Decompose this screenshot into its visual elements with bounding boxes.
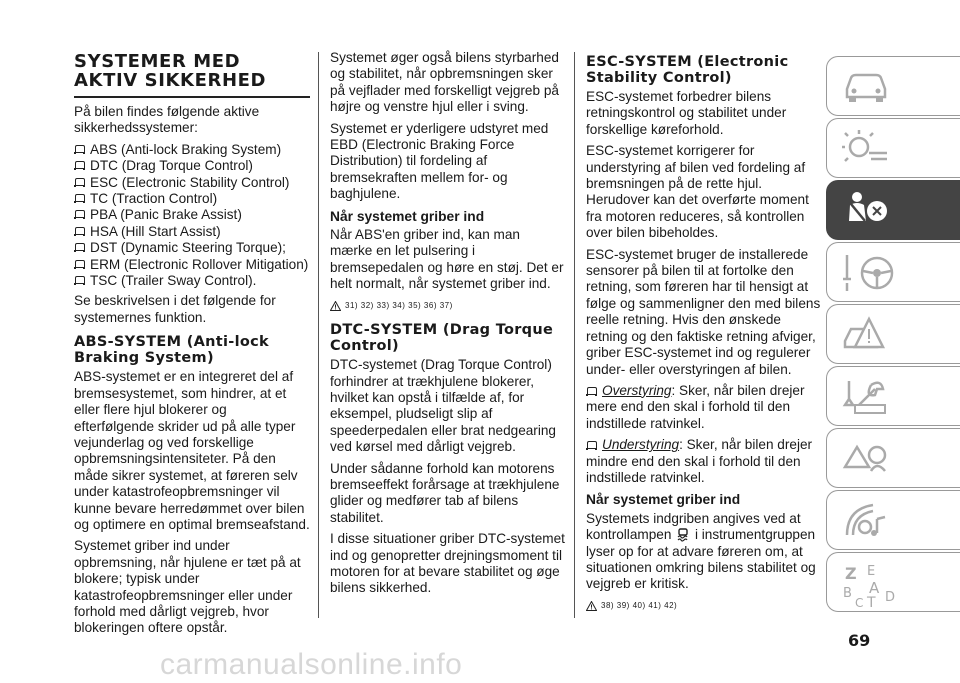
- tab-index[interactable]: [826, 552, 960, 612]
- list-item: TC (Traction Control): [74, 191, 310, 207]
- steering-wheel-icon: [841, 251, 901, 295]
- column-1: [74, 52, 310, 642]
- column-divider: [318, 52, 319, 618]
- definition-understeer: Understyring: Sker, når bilen drejer mindre end den skal i forhold til den indstillede ratvinkel.: [586, 437, 813, 485]
- index-letters-icon: [841, 561, 911, 609]
- list-item: DST (Dynamic Steering Torque);: [74, 240, 310, 256]
- column-divider: [574, 52, 575, 618]
- body-text: ABS-systemet er en integreret del af bremsesystemet, som hindrer, at et eller flere hjul blokerer og efterfølgende skrider ud på alle typer vejunderlag og ved forskellige opbremsningsintensiteter. På den måde sikrer systemet, at føreren selv under katastrofeopbremsninger vil kunne bevare herredømmet over bilen og optimere en optimal bremseafstand.: [74, 369, 310, 532]
- tab-vehicle[interactable]: [826, 56, 960, 116]
- warning-references: 31) 32) 33) 34) 35) 36) 37): [330, 298, 566, 314]
- safety-seatbelt-icon: [841, 189, 891, 233]
- page-number: 69: [848, 631, 871, 650]
- car-icon: [74, 227, 85, 236]
- tab-driving[interactable]: [826, 242, 960, 302]
- svg-text:Z: Z: [845, 564, 857, 583]
- tab-maintenance[interactable]: [826, 366, 960, 426]
- list-item: PBA (Panic Brake Assist): [74, 207, 310, 223]
- body-text: Når ABS'en griber ind, kan man mærke en let pulsering i bremsepedalen og høre en støj. Det er helt normalt, når systemet griber ind.: [330, 227, 564, 292]
- svg-text:C: C: [855, 596, 864, 609]
- car-icon: [74, 276, 85, 285]
- tab-safety[interactable]: [826, 180, 960, 240]
- light-icon: [841, 127, 891, 171]
- wrench-icon: [841, 375, 891, 419]
- watermark: carmanualsonline.info: [160, 648, 463, 681]
- car-icon: [74, 161, 85, 170]
- systems-list: [74, 142, 310, 290]
- column-2: [330, 50, 566, 602]
- body-text: ESC-systemet korrigerer for understyring af bilen ved fordeling af bremsningen på de rette hjul. Herudover kan det overførte moment fra motoren reduceres, så kontrollen over bilen bibeholdes.: [586, 143, 809, 241]
- esc-heading: ESC-SYSTEM (Electronic Stability Control): [586, 54, 789, 86]
- list-item: DTC (Drag Torque Control): [74, 158, 310, 174]
- abs-heading: ABS-SYSTEM (Anti-lock Braking System): [74, 334, 269, 367]
- column-3: [586, 52, 822, 618]
- car-icon: [74, 178, 85, 187]
- list-item: ESC (Electronic Stability Control): [74, 175, 310, 191]
- body-text: Systemets indgriben angives ved at kontrollampen i instrumentgruppen lyser op for at advare føreren om, at situationen omkring bilens stabilitet og vejgreb er kritisk.: [586, 510, 816, 592]
- body-text: DTC-systemet (Drag Torque Control) forhindrer at trækhjulene blokerer, hvilket kan opstå i tilfælde af, for eksempel, pludseligt slip af speederpedalen eller brat nedgearing ved kørsel med dårligt vejgreb.: [330, 357, 556, 455]
- section-title: SYSTEMER MED AKTIV SIKKERHED: [74, 52, 310, 98]
- body-text: Se beskrivelsen i det følgende for systemernes funktion.: [74, 293, 276, 325]
- body-text: Systemet øger også bilens styrbarhed og stabilitet, når opbremsningen sker på vejflader med forskelligt vejgreb på højre og venstre hjul eller i sving.: [330, 50, 559, 115]
- definition-oversteer: Overstyring: Sker, når bilen drejer mere end den skal i forhold til den indstillede ratvinkel.: [586, 382, 805, 431]
- technical-data-icon: [841, 437, 891, 481]
- body-text: Systemet griber ind under opbremsning, når hjulene er tæt på at blokere; typisk under katastrofeopbremsninger eller under forhold med dårligt vejgreb, hvor blokeringen oftere opstår.: [74, 538, 301, 636]
- car-icon: [74, 260, 85, 269]
- body-text: Under sådanne forhold kan motorens bremseeffekt forårsage at trækhjulene glider og medfører tab af bilens stabilitet.: [330, 460, 560, 525]
- sub-heading: Når systemet griber ind: [586, 492, 741, 508]
- warning-references: 38) 39) 40) 41) 42): [586, 598, 822, 614]
- body-text: ESC-systemet forbedrer bilens retningskontrol og stabilitet under forskellige køreforhold.: [586, 89, 787, 137]
- svg-text:D: D: [885, 590, 896, 605]
- car-icon: [586, 441, 597, 450]
- list-item: HSA (Hill Start Assist): [74, 224, 310, 240]
- car-icon: [841, 65, 891, 105]
- list-item: TSC (Trailer Sway Control).: [74, 273, 310, 289]
- car-icon: [586, 387, 597, 396]
- body-text: Systemet er yderligere udstyret med EBD (Electronic Braking Force Distribution) til fordeling af bremsekraften mellem for- og baghjulene.: [330, 120, 549, 202]
- list-item: ABS (Anti-lock Braking System): [74, 142, 310, 158]
- car-icon: [74, 243, 85, 252]
- tab-lights[interactable]: [826, 118, 960, 178]
- svg-text:B: B: [843, 586, 852, 601]
- intro-text: På bilen findes følgende aktive sikkerhedssystemer:: [74, 104, 260, 136]
- warning-triangle-icon: [586, 601, 597, 611]
- svg-text:E: E: [867, 564, 876, 579]
- emergency-icon: [841, 313, 891, 357]
- tab-multimedia[interactable]: [826, 490, 960, 550]
- sub-heading: Når systemet griber ind: [330, 208, 485, 224]
- body-text: I disse situationer griber DTC-systemet ind og genopretter drejningsmoment til motoren for at bevare stabilitet og øge bilens sikkerhed.: [330, 531, 565, 596]
- multimedia-icon: [841, 499, 891, 543]
- esc-warning-lamp-icon: [675, 528, 691, 544]
- body-text: ESC-systemet bruger de installerede sensorer på bilen til at fortolke den retning, som føreren har til hensigt at følge og sammenligner den med bilens reelle retning. Hvis den ønskede retning og den faktiske retning afviger, griber ESC-systemet ind og regulerer under- eller overstyringen af bilen.: [586, 246, 821, 377]
- svg-text:T: T: [867, 595, 876, 609]
- car-icon: [74, 210, 85, 219]
- svg-text:A: A: [869, 579, 880, 597]
- tab-technical-data[interactable]: [826, 428, 960, 488]
- warning-triangle-icon: [330, 301, 341, 311]
- car-icon: [74, 194, 85, 203]
- dtc-heading: DTC-SYSTEM (Drag Torque Control): [330, 322, 554, 355]
- car-icon: [74, 145, 85, 154]
- tab-emergency[interactable]: [826, 304, 960, 364]
- list-item: ERM (Electronic Rollover Mitigation): [74, 257, 310, 273]
